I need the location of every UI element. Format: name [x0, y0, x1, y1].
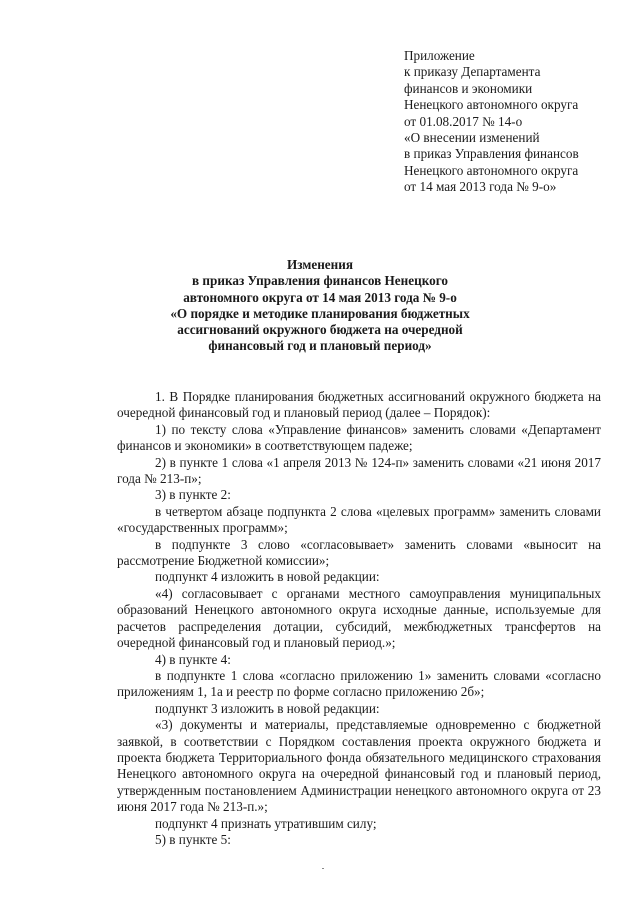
- paragraph: 3) в пункте 2:: [155, 487, 231, 503]
- title-line: в приказ Управления финансов Ненецкого: [192, 273, 448, 289]
- appendix-line: в приказ Управления финансов: [404, 146, 579, 162]
- appendix-line: Ненецкого автономного округа: [404, 97, 579, 113]
- paragraph: 1) по тексту слова «Управление финансов» заменить словами «Департамент финансов и экономики» в соответствующем падеже;: [117, 421, 601, 454]
- paragraph: в подпункте 3 слово «согласовывает» заменить словами «выносит на рассмотрение Бюджетной комиссии»;: [117, 536, 601, 569]
- title-line: финансовый год и плановый период»: [208, 338, 432, 354]
- paragraph: 2) в пункте 1 слова «1 апреля 2013 № 124-п» заменить словами «21 июня 2017 года № 213-п»;: [117, 454, 601, 487]
- appendix-line: к приказу Департамента: [404, 64, 541, 80]
- appendix-line: Приложение: [404, 48, 475, 63]
- paragraph: в подпункте 1 слова «согласно приложению 1» заменить словами «согласно приложениям 1, 1а и реестр по форме согласно приложению 2б»;: [117, 667, 601, 700]
- appendix-line: финансов и экономики: [404, 80, 533, 96]
- paragraph: подпункт 3 изложить в новой редакции:: [155, 700, 380, 716]
- paragraph: «4) согласовывает с органами местного самоуправления муниципальных образований Ненецкого автономного округа исходные данные, используемые для расчетов распределения дотации, субсидий, межбюджетных трансфертов на очередной финансовый год и плановый период.»;: [117, 585, 601, 651]
- appendix-line: Ненецкого автономного округа: [404, 162, 579, 178]
- appendix-block: [404, 48, 624, 196]
- appendix-line: от 14 мая 2013 года № 9-о»: [404, 179, 557, 195]
- paragraph: 1. В Порядке планирования бюджетных ассигнований окружного бюджета на очередной финансовый год и плановый период (далее – Порядок):: [117, 389, 601, 421]
- paragraph: 4) в пункте 4:: [155, 651, 231, 667]
- paragraph: «3) документы и материалы, представляемые одновременно с бюджетной заявкой, в соответствии с Порядком составления проекта окружного бюджета и проекта бюджета Территориального фонда обязательного медицинского страхования Ненецкого автономного округа на очередной финансовый год и плановый период, утвержденным постановлением Администрации ненецкого автономного округа от 23 июня 2017 года № 213-п.»;: [117, 717, 601, 815]
- title-line: автономного округа от 14 мая 2013 года № 9-о: [183, 289, 457, 305]
- appendix-line: от 01.08.2017 № 14-о: [404, 113, 523, 129]
- document-body: [117, 389, 601, 848]
- paragraph: в четвертом абзаце подпункта 2 слова «целевых программ» заменить словами «государственных программ»;: [117, 503, 601, 536]
- paragraph: подпункт 4 изложить в новой редакции:: [155, 569, 380, 585]
- paragraph: 5) в пункте 5:: [155, 831, 231, 847]
- document-title: [0, 257, 640, 355]
- scan-speck: [322, 868, 324, 869]
- appendix-line: «О внесении изменений: [404, 130, 540, 146]
- title-line: ассигнований окружного бюджета на очередной: [177, 322, 463, 338]
- title-line: «О порядке и методике планирования бюджетных: [170, 305, 470, 321]
- paragraph: подпункт 4 признать утратившим силу;: [155, 815, 377, 831]
- title-line: Изменения: [287, 257, 353, 272]
